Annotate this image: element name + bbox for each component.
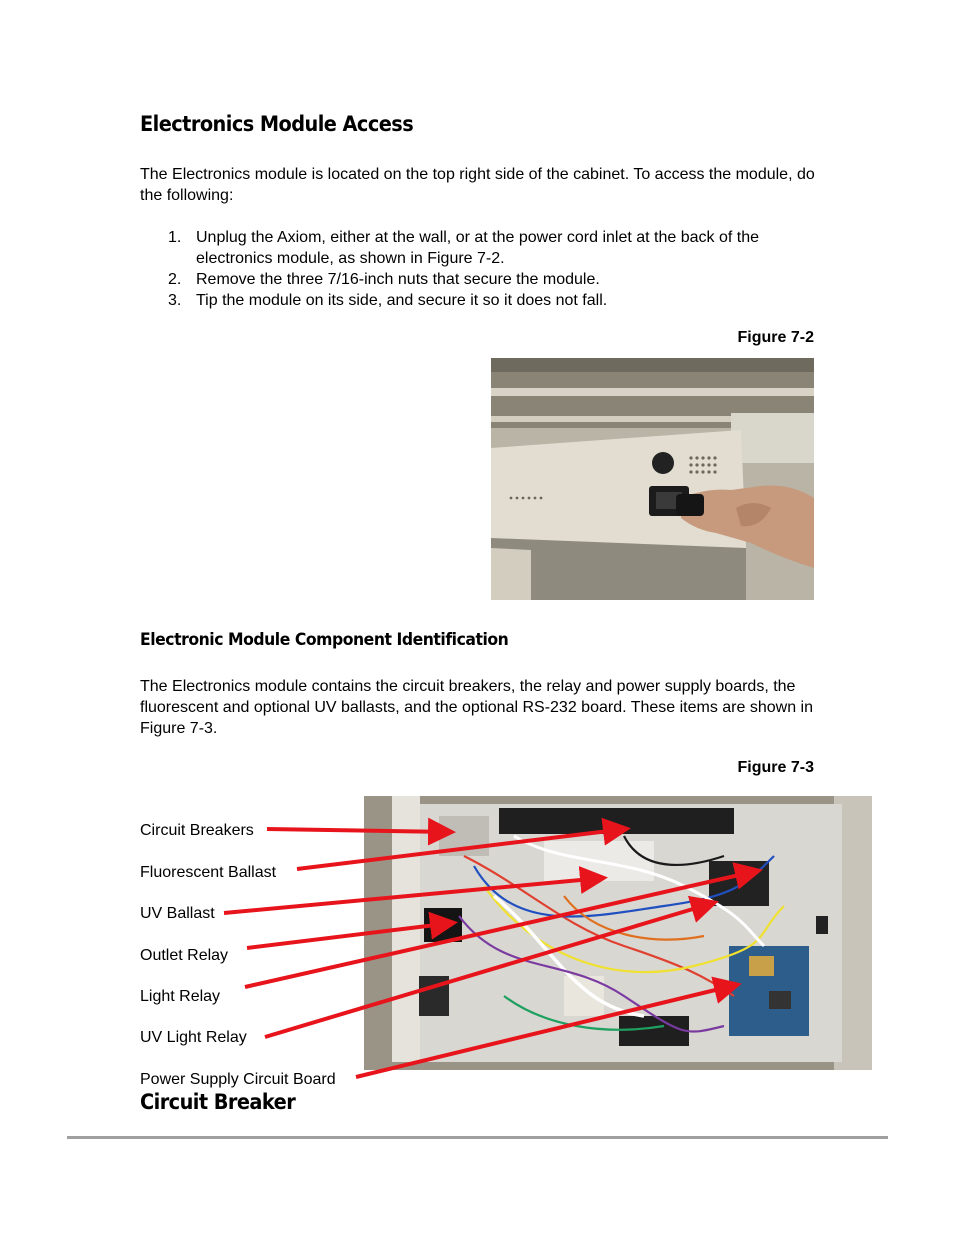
arrow-uv-ballast bbox=[224, 878, 602, 913]
step-text: Unplug the Axiom, either at the wall, or at the power cord inlet at the back of the electronics module, as shown in Figure 7-2. bbox=[196, 229, 759, 267]
label-uv-light-relay: UV Light Relay bbox=[140, 1029, 247, 1046]
label-fluorescent-ballast: Fluorescent Ballast bbox=[140, 864, 277, 881]
step-number: 2. bbox=[168, 271, 182, 288]
figure-7-3-label: Figure 7-3 bbox=[737, 759, 814, 776]
arrow-fluorescent-ballast bbox=[297, 829, 625, 869]
step-number: 3. bbox=[168, 292, 182, 309]
label-outlet-relay: Outlet Relay bbox=[140, 947, 229, 964]
arrow-circuit-breakers bbox=[267, 829, 450, 832]
label-light-relay: Light Relay bbox=[140, 988, 221, 1005]
step-number: 1. bbox=[168, 229, 182, 246]
section-title-component-identification: Electronic Module Component Identification bbox=[140, 630, 509, 650]
arrow-power-supply-circuit-board bbox=[356, 985, 736, 1077]
section2-intro: The Electronics module contains the circuit breakers, the relay and power supply boards, the fluorescent and optional UV ballasts, and the optional RS-232 board. These items are shown in Figure 7-3. bbox=[140, 678, 813, 737]
label-circuit-breakers: Circuit Breakers bbox=[140, 822, 254, 839]
label-uv-ballast: UV Ballast bbox=[140, 905, 215, 922]
arrow-uv-light-relay bbox=[265, 903, 713, 1037]
section-title-electronics-module-access: Electronics Module Access bbox=[140, 112, 414, 136]
label-power-supply-circuit-board: Power Supply Circuit Board bbox=[140, 1071, 336, 1088]
section1-intro: The Electronics module is located on the top right side of the cabinet. To access the module, do the following: bbox=[140, 166, 815, 204]
section-title-circuit-breaker: Circuit Breaker bbox=[140, 1090, 296, 1114]
arrow-outlet-relay bbox=[247, 923, 452, 948]
step-text: Tip the module on its side, and secure it so it does not fall. bbox=[196, 292, 608, 309]
step-text: Remove the three 7/16-inch nuts that secure the module. bbox=[196, 271, 600, 288]
footer-rule bbox=[67, 1136, 888, 1139]
figure-7-2-label: Figure 7-2 bbox=[737, 329, 814, 346]
